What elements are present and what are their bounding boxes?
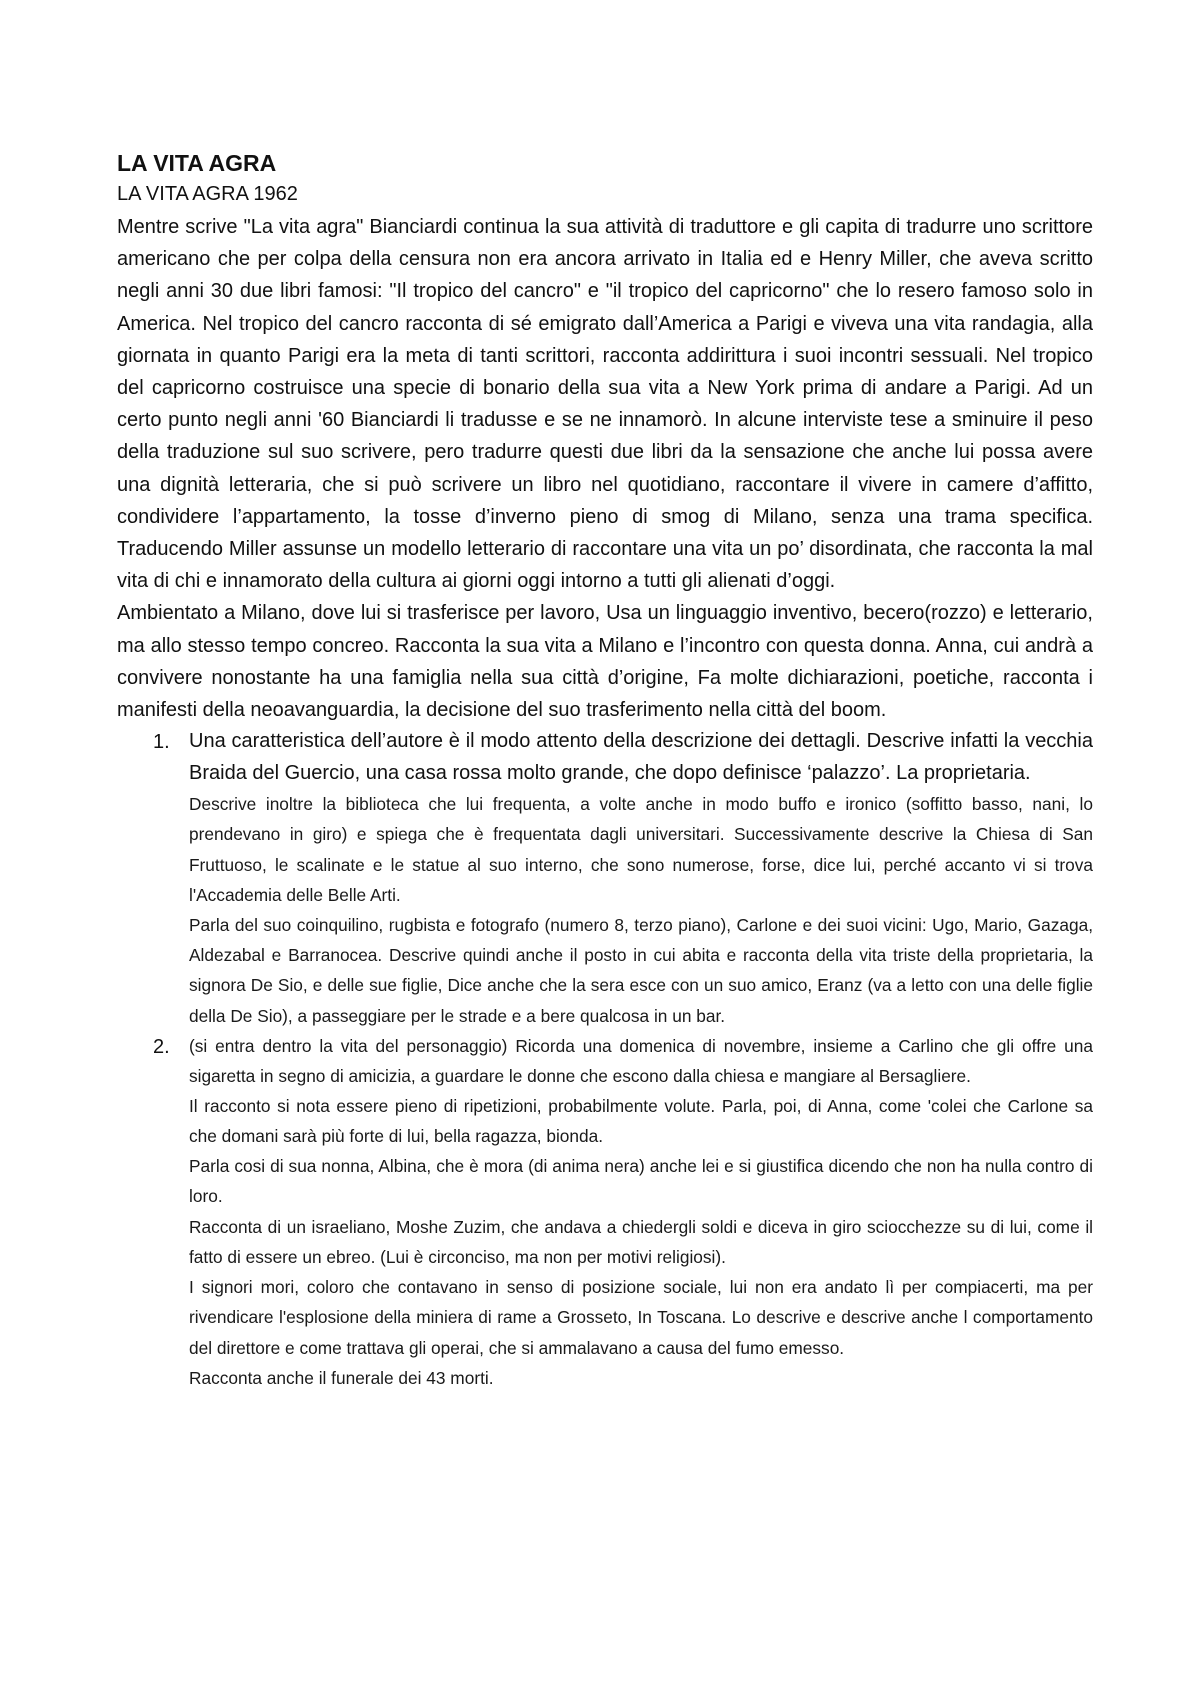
paragraph-1: Mentre scrive "La vita agra" Bianciardi continua la sua attività di traduttore e gli capita di tradurre uno scrittore americano che per colpa della censura non era ancora arrivato in Italia ed e Henry Miller, che aveva scritto negli anni 30 due libri famosi: "Il tropico del cancro" e "il tropico del capricorno" che lo resero famoso solo in America. Nel tropico del cancro racconta di sé emigrato dall’America a Parigi e viveva una vita randagia, alla giornata in quanto Parigi era la meta di tanti scrittori, racconta addirittura i suoi incontri sessuali. Nel tropico del capricorno costruisce una specie di bonario della sua vita a New York prima di andare a Parigi. Ad un certo punto negli anni '60 Bianciardi li tradusse e se ne innamorò. In alcune interviste tese a sminuire il peso della traduzione sul suo scrivere, pero tradurre questi due libri da la sensazione che anche lui possa avere una dignità letteraria, che si può scrivere un libro nel quotidiano, raccontare il vivere in camere d’affitto, condividere l’appartamento, la tosse d’inverno pieno di smog di Milano, senza una trama specifica. Traducendo Miller assunse un modello letterario di raccontare una vita un po’ disordinata, che racconta la mal vita di chi e innamorato della cultura ai giorni oggi intorno a tutti gli alienati d’oggi. [117,216,1093,593]
list-item-2-lead: (si entra dentro la vita del personaggio) Ricorda una domenica di novembre, insieme a Carlino che gli offre una sigaretta in segno di amicizia, a guardare le donne che escono dalla chiesa e mangiare al Bersagliere. [189,1035,1093,1086]
list-item-2-body-3: Racconta di un israeliano, Moshe Zuzim, che andava a chiedergli soldi e diceva in giro sciocchezze su di lui, come il fatto di essere un ebreo. (Lui è circonciso, ma non per motivi religiosi). [189,1216,1093,1267]
list-item-1-body-2: Parla del suo coinquilino, rugbista e fotografo (numero 8, terzo piano), Carlone e dei suoi vicini: Ugo, Mario, Gazaga, Aldezabal e Barranocea. Descrive quindi anche il posto in cui abita e racconta della vita triste della proprietaria, la signora De Sio, e delle sue figlie, Dice anche che la sera esce con un suo amico, Eranz (va a letto con una delle figlie della De Sio), a passeggiare per le strade e a bere qualcosa in un bar. [189,915,1093,1026]
document-subtitle: LA VITA AGRA 1962 [117,183,298,205]
list-number-1: 1. [153,731,170,754]
list-item-2-body-4: I signori mori, coloro che contavano in senso di posizione sociale, lui non era andato lì per compiacerti, ma per rivendicare l'esplosione della miniera di rame a Grosseto, In Toscana. Lo descrive e descrive anche l comportamento del direttore e come trattava gli operai, che si ammalavano a causa del fumo emesso. [189,1277,1093,1358]
numbered-list [117,726,1093,1393]
list-item-2 [117,1031,1093,1393]
list-item-1 [117,726,1093,1031]
paragraph-2: Ambientato a Milano, dove lui si trasferisce per lavoro, Usa un linguaggio inventivo, becero(rozzo) e letterario, ma allo stesso tempo concreo. Racconta la sua vita a Milano e l’incontro con questa donna. Anna, cui andrà a convivere nonostante ha una famiglia nella sua città d’origine, Fa molte dichiarazioni, poetiche, racconta i manifesti della neoavanguardia, la decisione del suo trasferimento nella città del boom. [117,602,1093,722]
list-item-2-body-5: Racconta anche il funerale dei 43 morti. [189,1367,494,1388]
list-number-2: 2. [153,1035,170,1058]
document-page [117,148,1093,1393]
list-item-2-body-1: Il racconto si nota essere pieno di ripetizioni, probabilmente volute. Parla, poi, di Anna, come 'colei che Carlone sa che domani sarà più forte di lui, bella ragazza, bionda. [189,1095,1093,1147]
list-item-1-body-1: Descrive inoltre la biblioteca che lui frequenta, a volte anche in modo buffo e ironico (soffitto basso, nani, lo prendevano in giro) e spiega che è frequentata dagli universitari. Successivamente descrive la Chiesa di San Fruttuoso, le scalinate e le statue al suo interno, che sono numerose, forse, dice lui, perché accanto vi si trova l'Accademia delle Belle Arti. [189,794,1093,905]
document-title: LA VITA AGRA [117,150,277,176]
list-item-2-body-2: Parla cosi di sua nonna, Albina, che è mora (di anima nera) anche lei e si giustifica dicendo che non ha nulla contro di loro. [189,1156,1093,1207]
list-item-1-lead: Una caratteristica dell’autore è il modo attento della descrizione dei dettagli. Descrive infatti la vecchia Braida del Guercio, una casa rossa molto grande, che dopo definisce ‘palazzo’. La proprietaria. [189,730,1093,784]
